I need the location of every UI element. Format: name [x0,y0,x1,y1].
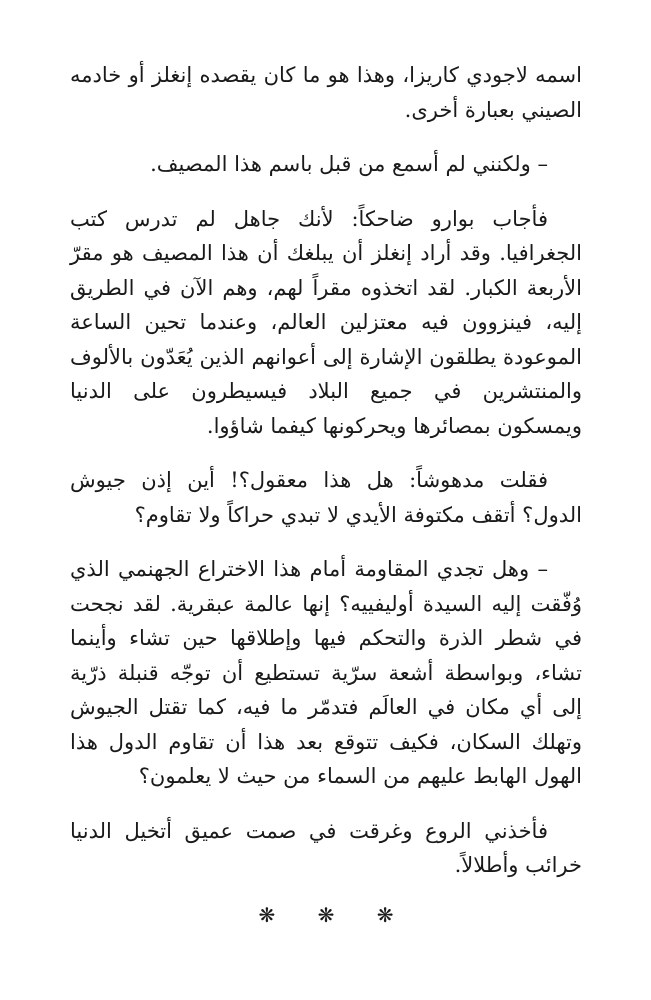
paragraph-silence: فأخذني الروع وغرقت في صمت عميق أتخيل الدنيا خرائب وأطلالاً. [70,818,582,877]
paragraph-continuation: اسمه لاجودي كاريزا، وهذا هو ما كان يقصده إنغلز أو خادمه الصيني بعبارة أخرى. [70,63,582,122]
paragraph-poirot-reply: فأجاب بوارو ضاحكاً: لأنك جاهل لم تدرس كتب الجغرافيا. وقد أراد إنغلز أن يبلغك أن هذا المصيف هو مقرّ الأربعة الكبار. لقد اتخذوه مقراً لهم، وهم الآن في الطريق إليه، فينزوون فيه معتزلين العالم، وعندما تحين الساعة الموعودة يطلقون الإشارة إلى أعوانهم الذين يُعَدّون بالألوف والمنتشرين في جميع البلاد فيسيطرون على الدنيا ويمسكون بمصائرها ويحركونها كيفما شاؤوا. [70,206,582,438]
book-page [70,58,582,927]
paragraph-resistance: – وهل تجدي المقاومة أمام هذا الاختراع الجهنمي الذي وُفّقت إليه السيدة أوليفييه؟ إنها عالمة عبقرية. لقد نجحت في شطر الذرة والتحكم فيها وإطلاقها حين تشاء وأينما تشاء، وبواسطة أشعة سرّية تستطيع أن توجّه قنبلة ذرّية إلى أي مكان في العالَم فتدمّر ما فيه، كما تقتل الجيوش وتهلك السكان، فكيف تتوقع بعد هذا أن تقاوم الدول هذا الهول الهابط عليهم من السماء من حيث لا يعلمون؟ [70,557,582,788]
paragraph-dialogue-mansion: – ولكنني لم أسمع من قبل باسم هذا المصيف. [150,152,548,176]
section-separator: ❋ ❋ ❋ [258,902,412,927]
paragraph-astonished-question: فقلت مدهوشاً: هل هذا معقول؟! أين إذن جيوش الدول؟ أتقف مكتوفة الأيدي لا تبدي حراكاً ولا تقاوم؟ [70,468,582,527]
